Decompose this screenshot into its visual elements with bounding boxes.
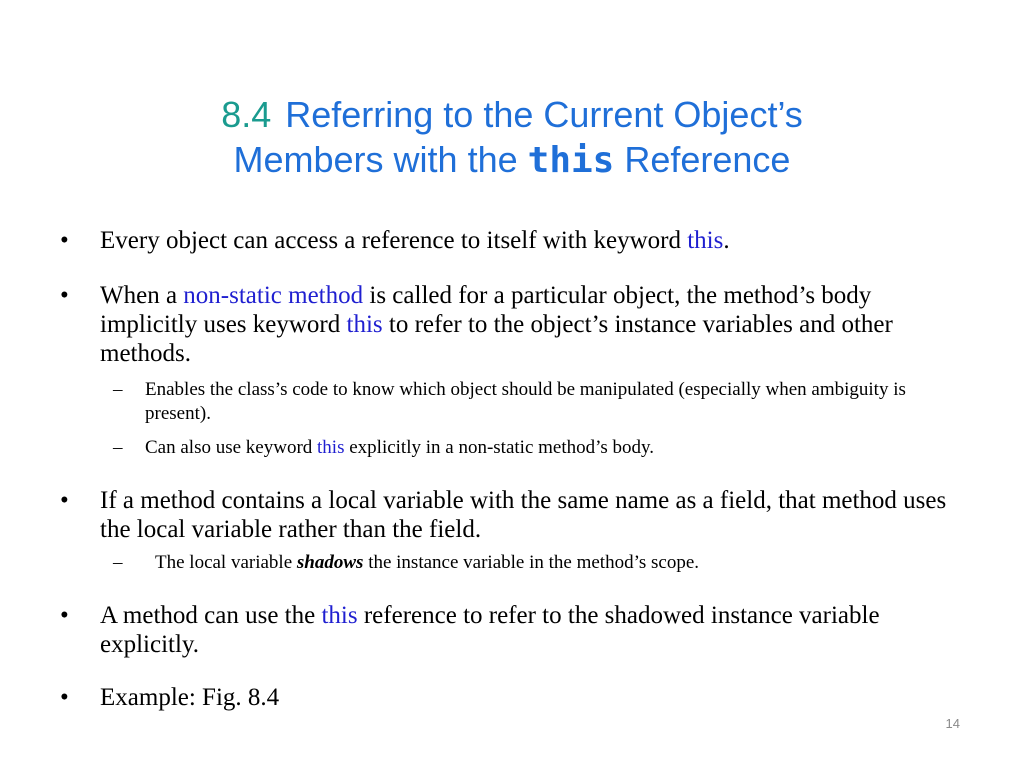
bullet-text-end: to refer to the object’s instance variables and other methods. — [100, 311, 893, 367]
keyword-highlight: this — [317, 437, 345, 458]
keyword-highlight: this — [321, 602, 358, 629]
sub-bullet-marker: – — [113, 552, 123, 573]
keyword-highlight: this — [346, 311, 383, 338]
emphasis-text: shadows — [296, 552, 364, 573]
sub-bullet-text: Can also use keyword — [145, 437, 313, 458]
keyword-highlight: this — [687, 227, 724, 254]
bullet-text: If a method contains a local variable with the same name as a field, that method uses the local variable rather than the field. — [100, 487, 947, 543]
sub-bullet-text: Enables the class’s code to know which object should be manipulated (especially when ambiguity is present). — [145, 379, 906, 424]
bullet-marker: • — [60, 684, 69, 711]
bullet-item-1 — [60, 226, 950, 255]
title-text-line-2-before: Members with the — [233, 139, 518, 180]
sub-bullet-item-3-1 — [113, 551, 955, 575]
sub-bullet-marker: – — [113, 437, 123, 458]
sub-bullet-text-end: explicitly in a non-static method’s body. — [349, 437, 655, 458]
sub-bullet-item-2-2 — [113, 436, 945, 460]
bullet-item-3 — [60, 486, 950, 544]
bullet-item-5 — [60, 683, 950, 712]
title-code-keyword: this — [527, 140, 615, 181]
sub-bullet-item-2-1 — [113, 378, 945, 426]
bullet-text-end: . — [723, 227, 730, 254]
keyword-highlight: non-static method — [183, 282, 364, 309]
sub-bullet-marker: – — [113, 379, 123, 400]
bullet-item-2 — [60, 281, 950, 368]
bullet-text: Example: Fig. 8.4 — [100, 684, 280, 711]
section-number: 8.4 — [221, 94, 272, 135]
bullet-marker: • — [60, 282, 69, 309]
page-number: 14 — [945, 716, 960, 731]
bullet-marker: • — [60, 602, 69, 629]
bullet-text: Every object can access a reference to itself with keyword — [100, 227, 681, 254]
bullet-marker: • — [60, 227, 69, 254]
sub-bullet-text-end: the instance variable in the method’s scope. — [368, 552, 699, 573]
bullet-text: When a — [100, 282, 178, 309]
bullet-text: A method can use the — [100, 602, 316, 629]
title-text-line-2-after: Reference — [624, 139, 791, 180]
bullet-marker: • — [60, 487, 69, 514]
title-text-line-1: Referring to the Current Object’s — [285, 94, 803, 135]
sub-bullet-text: The local variable — [155, 552, 293, 573]
bullet-text-mid: is called for a particular object, the method’s body implicitly uses keyword — [100, 282, 872, 338]
bullet-text-end: reference to refer to the shadowed instance variable explicitly. — [100, 602, 880, 658]
bullet-item-4 — [60, 601, 950, 659]
